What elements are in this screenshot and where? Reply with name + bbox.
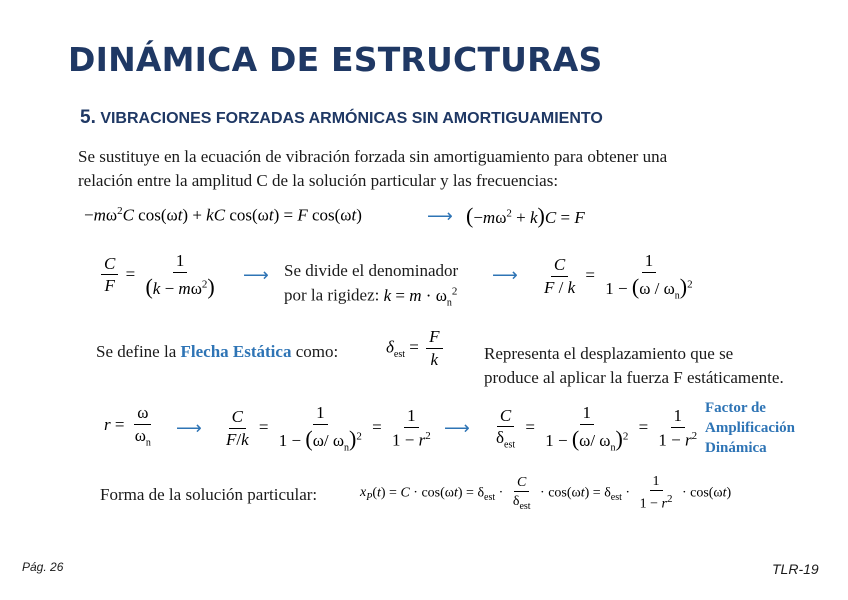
define-text: Se define la Flecha Estática como: — [96, 342, 339, 361]
equation-in-terms-of-r: $\frac{C}{F/k}$ = $\frac{1}{1 - (\omega/ \omega_n)^2}$ = $\frac{1}{1 - r^2}$ — [226, 403, 431, 454]
right-arrow-icon: ⟶ — [492, 265, 518, 286]
document-code: TLR-19 — [772, 561, 819, 577]
page-title: DINÁMICA DE ESTRUCTURAS — [68, 40, 603, 79]
equation-ratio-r: r = $\frac{\omega}{\omega_n}$ — [104, 403, 151, 449]
equation-static-deflection: $\delta_{est}$ = $\frac{F}{k}$ — [386, 328, 446, 369]
equation-amplitude: $(-m\omega^2 + k)C = F$ — [466, 203, 585, 228]
right-arrow-icon: ⟶ — [444, 418, 470, 439]
static-deflection-term: Flecha Estática — [180, 342, 292, 361]
right-arrow-icon: ⟶ — [176, 418, 202, 439]
intro-line-2: relación entre la amplitud C de la solución particular y las frecuencias: — [78, 171, 559, 190]
represents-line-2: produce al aplicar la fuerza F estáticamente. — [484, 368, 784, 387]
equation-motion: $-m\omega^2C$ cos(ωt) + kC cos(ωt) = F cos(ωt) — [84, 205, 362, 225]
divide-text-line-1: Se divide el denominador — [284, 261, 459, 280]
right-arrow-icon: ⟶ — [243, 265, 269, 286]
divide-text-line-2: por la rigidez: $k = m \cdot \omega_n^2$ — [284, 285, 458, 309]
intro-line-1: Se sustituye en la ecuación de vibración forzada sin amortiguamiento para obtener una — [78, 147, 668, 166]
section-title: VIBRACIONES FORZADAS ARMÓNICAS SIN AMORTIGUAMIENTO — [100, 110, 603, 127]
page-number: Pág. 26 — [22, 560, 64, 574]
right-arrow-icon: ⟶ — [427, 206, 453, 227]
factor-label: Factor de Amplificación Dinámica — [705, 400, 795, 456]
represents-line-1: Representa el desplazamiento que se — [484, 344, 734, 363]
equation-c-over-f: $\frac{C}{F}$ = $\frac{1}{(k - m\omega^2)}$ — [98, 252, 221, 299]
equation-amplification: $\frac{C}{\delta_{est}}$ = $\frac{1}{1 - (\omega/ \omega_n)^2}$ = $\frac{1}{1 - r^2}$ — [496, 403, 698, 454]
section-number: 5. — [80, 107, 96, 128]
equation-particular-solution: $x_P(t) = C \cdot \cos(\omega t) = \delta_{est}$ · $\frac{C}{\delta_{est}}$ · $\cos(\omega t) = \delta_{est}$ · $\frac{1}{1 - r^2}$ · cos(ωt) — [360, 474, 732, 513]
equation-normalized: $\frac{C}{F / k}$ = $\frac{1}{1 - (\omega / \omega_n)^2}$ — [544, 251, 693, 302]
section-heading — [80, 107, 603, 129]
solution-label: Forma de la solución particular: — [100, 485, 318, 504]
